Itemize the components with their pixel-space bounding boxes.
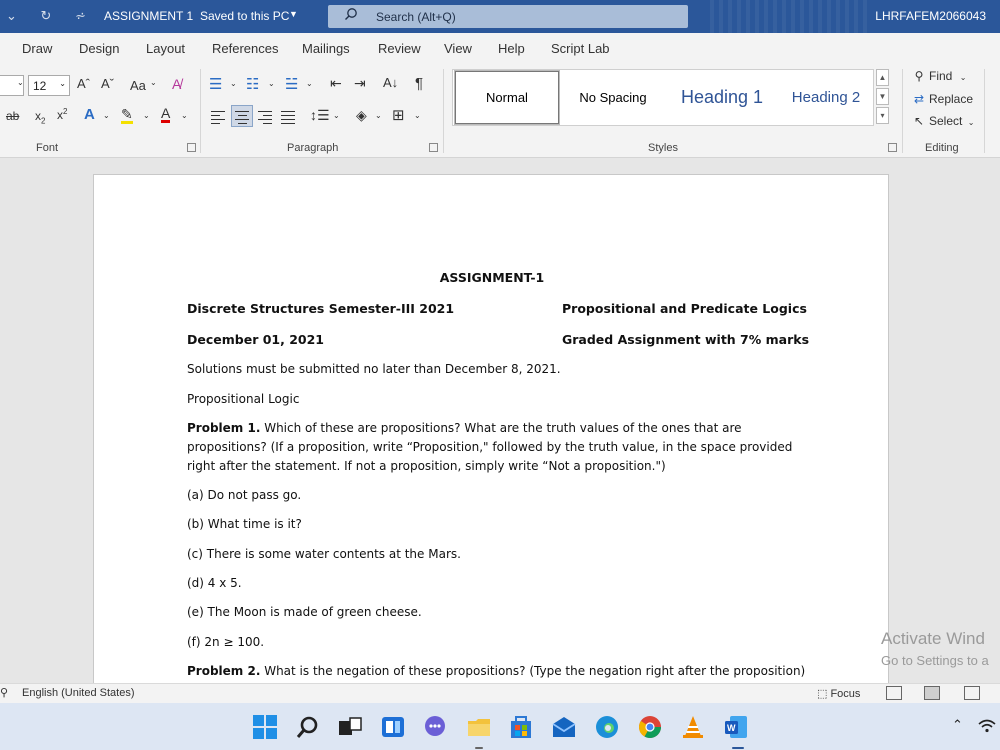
paragraph-group-label: Paragraph	[287, 142, 339, 154]
editing-group-label: Editing	[925, 142, 959, 154]
proofing-icon[interactable]: ⚲	[0, 687, 9, 699]
line-spacing-icon[interactable]: ↕☰	[310, 107, 330, 123]
chevron-down-icon[interactable]: ⌄	[230, 79, 237, 88]
chevron-down-icon[interactable]: ⌄	[103, 111, 110, 120]
style-no-spacing[interactable]: No Spacing	[579, 90, 647, 105]
gallery-more-button[interactable]: ▾	[876, 107, 889, 124]
problem-1-line-1: Problem 1. Which of these are propositions? What are the truth values of the ones that are	[187, 421, 742, 435]
topic-name: Propositional and Predicate Logics	[562, 301, 807, 316]
tab-view[interactable]: View	[444, 41, 472, 56]
chevron-up-icon[interactable]: ⌃	[952, 717, 963, 732]
list-item: (b) What time is it?	[187, 517, 302, 531]
clear-formatting-icon[interactable]: A̸	[172, 76, 182, 92]
running-indicator	[732, 747, 744, 749]
web-layout-icon[interactable]	[964, 686, 980, 700]
chevron-down-icon[interactable]: ⌄	[333, 111, 340, 120]
tab-review[interactable]: Review	[378, 41, 421, 56]
chevron-down-icon[interactable]: ⌄	[268, 79, 275, 88]
title-pattern	[710, 0, 870, 33]
document-page[interactable]	[93, 174, 889, 683]
chevron-down-icon: ⌄	[967, 118, 975, 127]
decrease-indent-icon[interactable]: ⇤	[330, 75, 342, 91]
quick-access-icons[interactable]: ⌄ ↻ ⩫	[6, 8, 96, 23]
text-effects-icon[interactable]: A	[84, 106, 95, 123]
group-separator	[443, 69, 444, 153]
print-layout-icon[interactable]	[924, 686, 940, 700]
file-explorer-icon[interactable]	[466, 714, 492, 740]
numbering-icon[interactable]: ☷	[246, 76, 260, 93]
tab-layout[interactable]: Layout	[146, 41, 186, 56]
chevron-down-icon[interactable]: ▼	[289, 9, 298, 19]
font-size-dropdown[interactable]: 12 ⌄	[28, 75, 70, 96]
word-app-icon[interactable]	[723, 714, 749, 740]
list-item: (e) The Moon is made of green cheese.	[187, 605, 422, 619]
chevron-down-icon: ⌄	[959, 73, 967, 82]
search-box[interactable]	[328, 5, 688, 28]
group-separator	[984, 69, 985, 153]
tab-script-lab[interactable]: Script Lab	[551, 41, 610, 56]
multilevel-list-icon[interactable]: ☱	[285, 76, 299, 93]
search-icon: ⚲	[914, 69, 924, 83]
chevron-down-icon[interactable]: ⌄	[375, 111, 382, 120]
taskbar	[0, 703, 1000, 750]
problem-1-line-2: propositions? (If a proposition, write “Proposition," followed by the truth value, in the space provided	[187, 440, 793, 454]
font-dialog-launcher[interactable]	[187, 143, 196, 152]
document-canvas[interactable]	[0, 158, 1000, 683]
style-heading-2[interactable]: Heading 2	[791, 89, 861, 106]
task-view-icon[interactable]	[337, 714, 363, 740]
list-item: (a) Do not pass go.	[187, 488, 302, 502]
group-separator	[200, 69, 201, 153]
superscript-button[interactable]: $x^2$	[57, 107, 68, 122]
chevron-down-icon[interactable]: ⌄	[181, 111, 188, 120]
assignment-date: December 01, 2021	[187, 332, 324, 347]
deadline-text: Solutions must be submitted no later than December 8, 2021.	[187, 362, 561, 376]
graded-note: Graded Assignment with 7% marks	[562, 332, 810, 347]
chat-icon[interactable]	[422, 714, 448, 740]
change-case-button[interactable]: Aa	[130, 78, 146, 93]
paragraph-dialog-launcher[interactable]	[429, 143, 438, 152]
pilcrow-icon[interactable]: ¶	[415, 75, 424, 92]
list-item: (c) There is some water contents at the Mars.	[187, 547, 461, 561]
language-indicator[interactable]: English (United States)	[22, 687, 135, 699]
shrink-font-button[interactable]: Aˇ	[101, 76, 114, 91]
user-account[interactable]: LHRFAFEM2066043	[875, 9, 986, 23]
strikethrough-button[interactable]: ab	[6, 109, 20, 123]
chevron-down-icon[interactable]: ⌄	[150, 78, 157, 87]
problem-1-line-3: right after the statement. If not a proposition, simply write “Not a proposition.")	[187, 459, 666, 473]
increase-indent-icon[interactable]: ⇥	[354, 75, 366, 91]
save-state[interactable]: Saved to this PC	[200, 9, 290, 23]
section-title: Propositional Logic	[187, 392, 300, 406]
focus-mode-button[interactable]: ⬚ Focus	[817, 688, 861, 700]
chevron-down-icon[interactable]: ⌄	[17, 78, 24, 87]
group-separator	[902, 69, 903, 153]
chevron-down-icon[interactable]: ⌄	[143, 111, 150, 120]
document-title[interactable]: ASSIGNMENT 1	[104, 9, 194, 23]
sort-icon[interactable]: A↓	[383, 75, 399, 90]
style-normal[interactable]: Normal	[455, 71, 559, 124]
chevron-down-icon[interactable]: ⌄	[414, 111, 421, 120]
tab-design[interactable]: Design	[79, 41, 120, 56]
tab-draw[interactable]: Draw	[22, 41, 53, 56]
borders-icon[interactable]: ⊞	[392, 107, 405, 124]
highlight-icon[interactable]: ✎	[121, 106, 133, 122]
styles-gallery	[452, 69, 874, 126]
search-icon[interactable]	[295, 714, 321, 740]
problem-2-line: Problem 2. What is the negation of these propositions? (Type the negation right after the proposition)	[187, 664, 806, 678]
vlc-player-icon[interactable]	[680, 714, 706, 740]
font-group-label: Font	[36, 142, 59, 154]
subscript-button[interactable]: $x_2$	[35, 109, 46, 126]
chevron-down-icon[interactable]: ⌄	[306, 79, 313, 88]
course-name: Discrete Structures Semester-III 2021	[187, 301, 455, 316]
windows-start-icon[interactable]	[252, 714, 278, 740]
focus-icon: ⬚	[817, 688, 831, 700]
bullets-icon[interactable]: ☰	[209, 76, 223, 93]
replace-button[interactable]: ⇄ Replace	[913, 92, 974, 106]
find-button[interactable]: ⚲ Find ⌄	[912, 69, 966, 83]
document-heading: ASSIGNMENT-1	[439, 270, 545, 285]
search-icon	[344, 7, 358, 21]
style-heading-1[interactable]: Heading 1	[680, 87, 764, 107]
ribbon-tabs	[0, 33, 1000, 63]
gallery-scroll-down[interactable]: ▼	[876, 88, 889, 105]
align-center-button[interactable]	[231, 105, 253, 127]
justify-icon[interactable]	[281, 108, 295, 127]
title-bar	[0, 0, 1000, 33]
gallery-scroll-up[interactable]: ▲	[876, 69, 889, 86]
activation-watermark-subtitle: Go to Settings to a	[881, 653, 989, 668]
list-item: (f) 2n ≥ 100.	[187, 635, 265, 649]
replace-icon: ⇄	[913, 92, 925, 106]
svg-text:W: W	[727, 723, 736, 733]
tab-mailings[interactable]: Mailings	[302, 41, 350, 56]
shading-icon[interactable]: ◈	[356, 107, 367, 123]
activation-watermark-title: Activate Wind	[881, 629, 985, 648]
widgets-icon[interactable]	[380, 714, 406, 740]
chrome-browser-icon[interactable]	[637, 714, 663, 740]
mail-icon[interactable]	[551, 714, 577, 740]
read-mode-icon[interactable]	[886, 686, 902, 700]
running-indicator	[475, 747, 483, 749]
edge-browser-icon[interactable]	[594, 714, 620, 740]
styles-group-label: Styles	[648, 142, 678, 154]
align-center-icon	[235, 108, 249, 127]
store-icon[interactable]	[508, 714, 534, 740]
font-color-icon[interactable]: A	[161, 105, 171, 121]
cursor-icon: ↖	[913, 114, 925, 128]
styles-dialog-launcher[interactable]	[888, 143, 897, 152]
align-right-icon[interactable]	[258, 108, 272, 127]
search-placeholder: Search (Alt+Q)	[376, 10, 456, 24]
select-button[interactable]: ↖ Select ⌄	[913, 114, 975, 128]
wifi-icon[interactable]	[978, 719, 996, 733]
tab-references[interactable]: References	[212, 41, 279, 56]
chevron-down-icon: ⌄	[59, 79, 66, 88]
list-item: (d) 4 x 5.	[187, 576, 242, 590]
tab-help[interactable]: Help	[498, 41, 525, 56]
align-left-icon[interactable]	[211, 108, 225, 127]
grow-font-button[interactable]: Aˆ	[77, 76, 90, 91]
status-bar	[0, 683, 1000, 703]
